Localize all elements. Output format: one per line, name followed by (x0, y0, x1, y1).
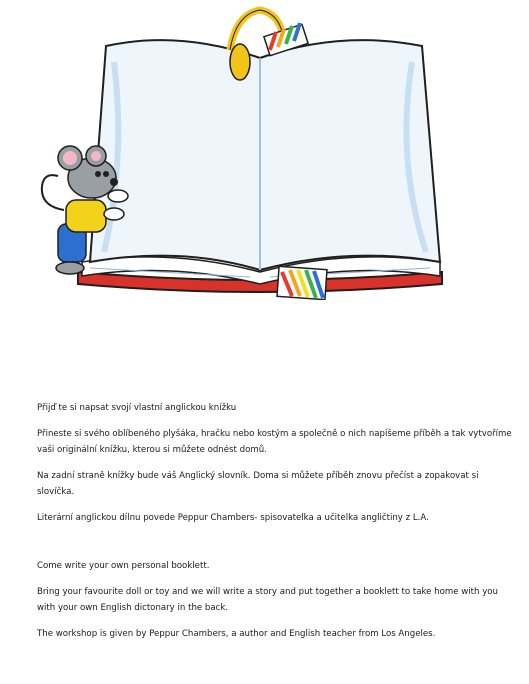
czech-paragraph-2: Na zadní straně knížky bude váš Anglický slovník. Doma si můžete příběh znovu přečíst a zopakovat si slovíčka. (37, 471, 479, 497)
section-spacer (37, 536, 517, 558)
czech-paragraph-1: Přineste si svého oblíbeného plyšáka, hračku nebo kostým a společně o nich napíšeme příběh a tak vytvoříme vaši originální knížku, kterou si můžete odnést domů. (37, 429, 512, 455)
english-heading: Come write your own personal booklett. (37, 561, 210, 571)
english-paragraph-2: The workshop is given by Peppur Chambers, a author and English teacher from Los Angeles. (37, 629, 436, 639)
czech-paragraph-3: Literární anglickou dílnu povede Peppur Chambers- spisovatelka a učitelka angličtiny z L.A. (37, 513, 429, 523)
book-illustration (30, 0, 490, 300)
open-book-icon (30, 0, 490, 300)
english-paragraph-1: Bring your favourite doll or toy and we will write a story and put together a booklett to take home with you with your own English dictonary in the back. (37, 587, 499, 613)
article-text (37, 400, 517, 652)
bookmark-icon (277, 266, 327, 299)
czech-heading: Přijď te si napsat svojí vlastní anglickou knížku (37, 403, 237, 413)
